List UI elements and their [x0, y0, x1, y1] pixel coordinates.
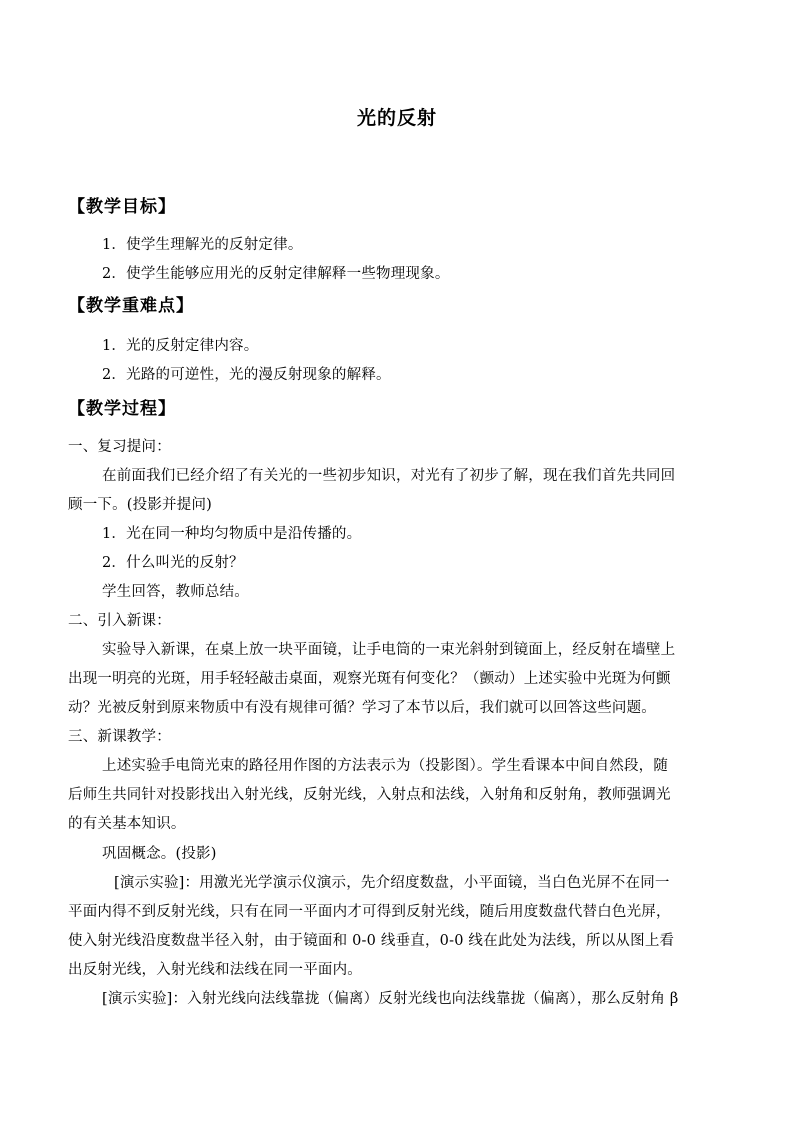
document-title: 光的反射 [356, 107, 437, 129]
difficulty-item: 2．光路的可逆性，光的漫反射现象的解释。 [102, 367, 391, 383]
goal-item: 2．使学生能够应用光的反射定律解释一些物理现象。 [102, 266, 450, 282]
difficulty-item: 1．光的反射定律内容。 [102, 338, 259, 354]
paragraph-line: 平面内得不到反射光线，只有在同一平面内才可得到反射光线，随后用度数盘代替白色光屏， [68, 904, 671, 920]
paragraph-line: 动？光被反射到原来物质中有没有规律可循？学习了本节以后，我们就可以回答这些问题。 [68, 700, 656, 716]
paragraph-line: 上述实验手电筒光束的路径用作图的方法表示为（投影图）。学生看课本中间自然段，随 [102, 758, 669, 774]
paragraph-line: 在前面我们已经介绍了有关光的一些初步知识，对光有了初步了解，现在我们首先共同回 [102, 468, 676, 484]
paragraph-line: 使入射光线沿度数盘半径入射，由于镜面和 0-0 线垂直，0-0 线在此处为法线，所以从图上看 [68, 933, 675, 949]
subsection-heading-new: 三、新课教学： [68, 729, 171, 745]
subsection-heading-review: 一、复习提问： [68, 439, 171, 455]
paragraph-line: 的有关基本知识。 [68, 816, 186, 832]
paragraph-line: 出反射光线，入射光线和法线在同一平面内。 [68, 962, 362, 978]
section-heading-process: 【教学过程】 [68, 399, 176, 419]
goal-item: 1．使学生理解光的反射定律。 [102, 237, 303, 253]
section-heading-goals: 【教学目标】 [68, 197, 176, 217]
paragraph-line: 学生回答，教师总结。 [102, 584, 249, 600]
paragraph-line: [演示实验]：用激光光学演示仪演示，先介绍度数盘，小平面镜，当白色光屏不在同一 [114, 875, 670, 891]
paragraph-line: 顾一下。(投影并提问) [68, 497, 213, 513]
subsection-heading-intro: 二、引入新课： [68, 613, 171, 629]
question-item: 2．什么叫光的反射？ [102, 555, 244, 571]
paragraph-line: 出现一明亮的光斑，用手轻轻敲击桌面，观察光斑有何变化？（颤动）上述实验中光斑为何颤 [68, 671, 671, 687]
paragraph-line: 实验导入新课，在桌上放一块平面镜，让手电筒的一束光斜射到镜面上，经反射在墙壁上 [102, 642, 676, 658]
paragraph-line: 巩固概念。(投影) [102, 846, 217, 862]
question-item: 1．光在同一种均匀物质中是沿传播的。 [102, 526, 362, 542]
paragraph-line: 后师生共同针对投影找出入射光线，反射光线，入射点和法线，入射角和反射角，教师强调光 [68, 787, 671, 803]
paragraph-line: [演示实验]：入射光线向法线靠拢（偏离）反射光线也向法线靠拢（偏离），那么反射角 β [102, 991, 679, 1007]
section-heading-difficulties: 【教学重难点】 [68, 296, 194, 316]
